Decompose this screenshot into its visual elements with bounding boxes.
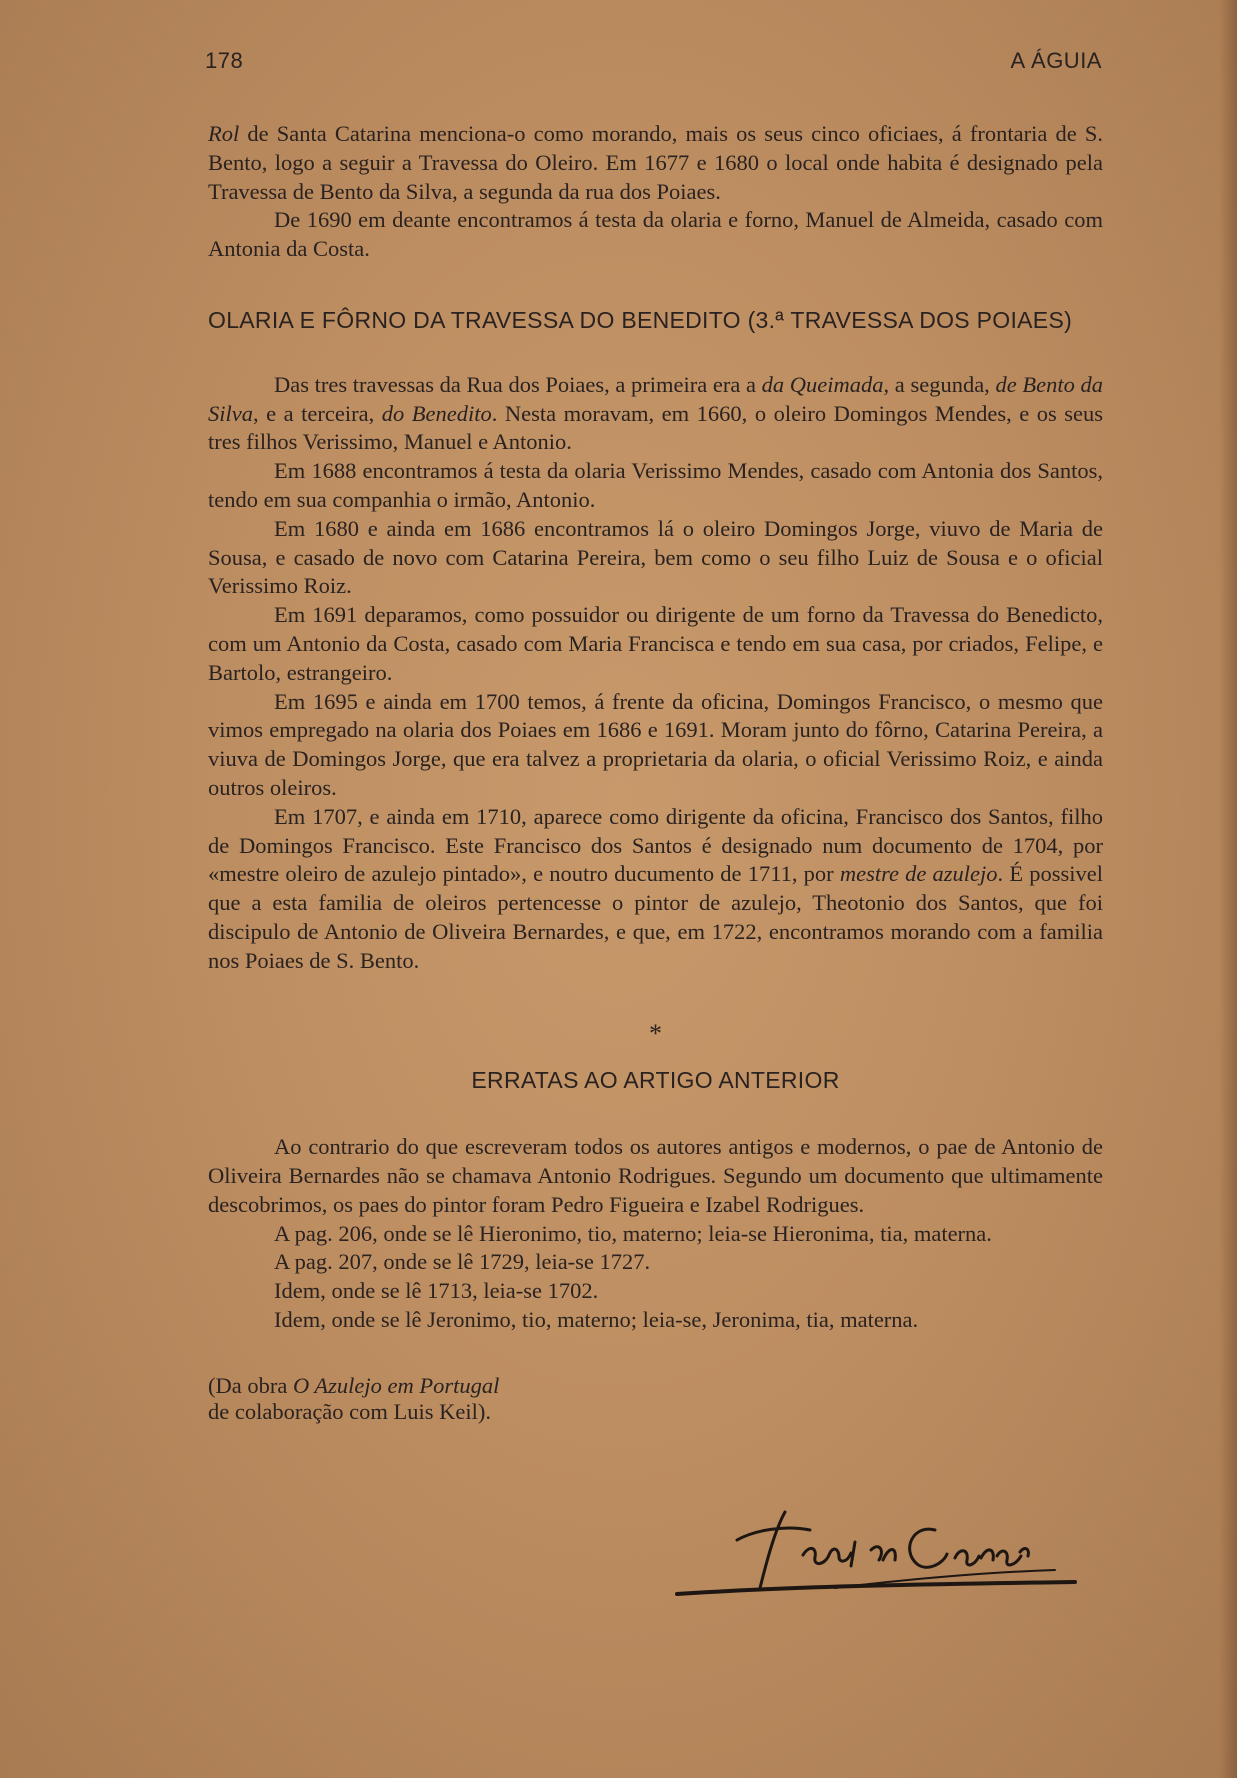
errata-item: A pag. 207, onde se lê 1729, leia-se 1727.: [274, 1249, 651, 1275]
paragraph-1688: Em 1688 encontramos á testa da olaria Verissimo Mendes, casado com Antonia dos Santos, tendo em sua companhia o irmão, Antonio.: [208, 458, 1103, 512]
paragraph-1680: Em 1680 e ainda em 1686 encontramos lá o oleiro Domingos Jorge, viuvo de Maria de Sousa, e casado de novo com Catarina Pereira, bem como o seu filho Luiz de Sousa e o oficial Verissimo Roiz.: [208, 515, 1103, 599]
signature-image: [675, 1500, 1085, 1600]
paragraph-travessas: Das tres travessas da Rua dos Poiaes, a primeira era a da Queimada, a segunda, de Bento da Silva, e a terceira, do Benedito. Nesta moravam, em 1660, o oleiro Domingos Mendes, e os seus tres filhos Verissimo, Manuel e Antonio.: [208, 371, 1103, 455]
section-heading: OLARIA E FÔRNO DA TRAVESSA DO BENEDITO (3.ª TRAVESSA DOS POIAES): [208, 306, 1073, 333]
rol-word: Rol: [208, 121, 240, 146]
paragraph-1695: Em 1695 e ainda em 1700 temos, á frente da oficina, Domingos Francisco, o mesmo que vimos empregado na olaria dos Poiaes em 1686 e 1691. Moram junto do fôrno, Catarina Pereira, a viuva de Domingos Jorge, que era talvez a proprietaria da olaria, o oficial Verissimo Roiz, e ainda outros oleiros.: [208, 688, 1103, 800]
article-body: [208, 120, 1103, 1425]
page-number: 178: [205, 48, 244, 73]
running-head: [205, 48, 1102, 74]
errata-item: A pag. 206, onde se lê Hieronimo, tio, materno; leia-se Hieronima, tia, materna.: [274, 1220, 992, 1246]
paragraph-intro: Rol de Santa Catarina menciona-o como morando, mais os seus cinco oficiaes, á frontaria de S. Bento, logo a seguir a Travessa do Oleiro. Em 1677 e 1680 o local onde habita é designado pela Travessa de Bento da Silva, a segunda da rua dos Poiaes.: [208, 121, 1103, 204]
paragraph-1690: De 1690 em deante encontramos á testa da olaria e forno, Manuel de Almeida, casado com Antonia da Costa.: [208, 207, 1103, 262]
page-edge-shadow: [1219, 0, 1237, 1778]
errata-item: Idem, onde se lê Jeronimo, tio, materno; leia-se, Jeronima, tia, materna.: [274, 1306, 919, 1332]
errata-item: Idem, onde se lê 1713, leia-se 1702.: [274, 1278, 599, 1304]
errata-intro: Ao contrario do que escreveram todos os autores antigos e modernos, o pae de Antonio de Oliveira Bernardes não se chamava Antonio Rodrigues. Segundo um documento que ultimamente descobrimos, os paes do pintor foram Pedro Figueira e Izabel Rodrigues.: [208, 1134, 1103, 1217]
paragraph-1691: Em 1691 deparamos, como possuidor ou dirigente de um forno da Travessa do Benedicto, com um Antonio da Costa, casado com Maria Francisca e tendo em sua casa, por criados, Felipe, e Bartolo, estrangeiro.: [208, 602, 1103, 685]
section-separator: *: [649, 1018, 662, 1048]
journal-title: A ÁGUIA: [1010, 48, 1102, 73]
errata-heading: ERRATAS AO ARTIGO ANTERIOR: [471, 1067, 840, 1094]
paragraph-1707: Em 1707, e ainda em 1710, aparece como dirigente da oficina, Francisco dos Santos, filho de Domingos Francisco. Este Francisco dos Santos é designado num documento de 1704, por «mestre oleiro de azulejo pintado», e noutro ducumento de 1711, por mestre de azulejo. É possivel que a esta familia de oleiros pertencesse o pintor de azulejo, Theotonio dos Santos, que foi discipulo de Antonio de Oliveira Bernardes, e que, em 1722, encontramos morando com a familia nos Poiaes de S. Bento.: [208, 803, 1103, 973]
source-note: (Da obra O Azulejo em Portugal de colaboração com Luis Keil).: [208, 1372, 500, 1424]
book-title: O Azulejo em Portugal: [292, 1372, 500, 1398]
